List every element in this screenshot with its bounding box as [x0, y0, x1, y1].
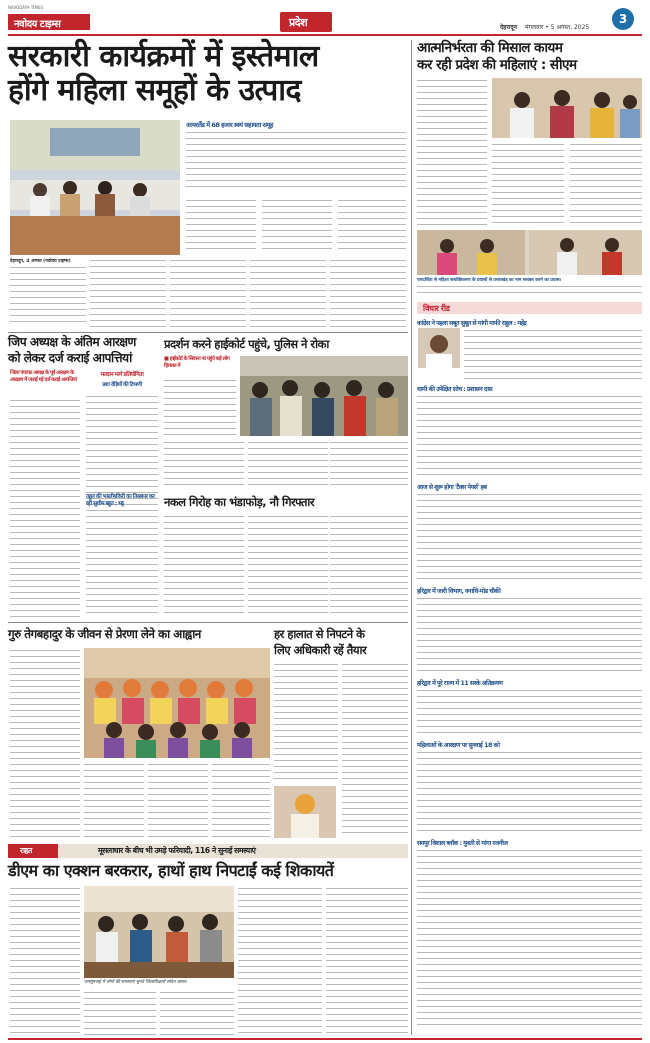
vishesh-story5-body: [417, 688, 642, 736]
guru-photo-art: [84, 648, 270, 758]
lead-col-c: [338, 198, 406, 254]
aatm-photo-bottom-art: [417, 230, 642, 275]
pradarshan-sub: ■ हाईकोर्ट के सिवाना पर पहुंचे कई लोग हिरासत में: [164, 356, 230, 369]
protest-photo: [240, 356, 408, 436]
rahat-label: राहत: [20, 846, 32, 855]
protest-photo-art: [240, 356, 408, 436]
zila-sub1: जिला पंचायत अध्यक्ष के पूर्व आरक्षण के आरक्षण में जताई गई दर्ज कराई आपत्तियां: [10, 370, 77, 383]
har-headline-line1: हर हालात से निपटने के: [274, 627, 365, 641]
meeting-photo-art: [10, 120, 180, 255]
nakal-col-2: [248, 514, 328, 618]
har-col-1: [274, 662, 338, 782]
dm-col-3: [160, 990, 234, 1036]
page-number-text: 3: [618, 12, 628, 26]
dm-col-1: [10, 886, 80, 1036]
aatm-headline-line2: कर रही प्रदेश की महिलाएं : सीएम: [417, 57, 577, 73]
aatm-col-3: [570, 142, 642, 226]
section-label: प्रदेश: [289, 16, 308, 29]
dm-col-4: [238, 886, 322, 1036]
vishesh-story1-body: [464, 328, 642, 380]
dm-photo: [84, 886, 234, 978]
zila-side-sub: प्रशा रोड़ियों की टिप्पणी: [102, 382, 142, 388]
date: मंगलवार • 5 अगस्त, 2025: [525, 24, 590, 31]
dm-photo-art: [84, 886, 234, 978]
rahat-strip: [8, 844, 408, 858]
guru-inset-photo-art: [274, 786, 336, 838]
city: देहरादून: [500, 24, 517, 31]
har-col-2: [342, 662, 408, 838]
pradarshan-col-1: [164, 378, 236, 436]
nakal-headline: नकल गिरोह का भंडाफोड़, नौ गिरफ्तार: [164, 495, 315, 509]
vishesh-story2-body: [417, 394, 642, 478]
divider-h-2: [8, 622, 408, 623]
dm-headline: डीएम का एक्शन बरकरार, हाथों हाथ निपटाईं कई शिकायतें: [8, 861, 334, 880]
guru-inset-photo: [274, 786, 336, 838]
pradarshan-col-3: [248, 440, 328, 490]
lead-col-a: [186, 198, 256, 254]
guru-photo: [84, 648, 270, 758]
aatm-caption: पारदर्शिता से महिला सशक्तिकरण के प्रयासों से उत्तराखंड का नाम सशक्त करने का प्रयास।: [417, 278, 562, 283]
masthead: [0, 0, 650, 38]
mahendra-photo: [418, 328, 460, 368]
dm-caption: जनसुनवाई में लोगों की समस्याएं सुनते जिलाधिकारी सविन बंसल।: [84, 980, 188, 985]
small-tag: NAVODAYA TIMES: [8, 5, 44, 10]
har-headline-line2: लिए अधिकारी रहें तैयार: [274, 643, 367, 657]
vishesh-story1-title: कांग्रेस ने पहला सबूत सुबूत से मांगी माफी राहुल : महेंद्र: [417, 320, 527, 327]
lead-col-4: [250, 258, 326, 328]
lead-intro-title: आयरलैंड में 68 हजार स्वयं सहायता समूह: [186, 121, 273, 129]
vishesh-label: विचार रीड: [423, 304, 450, 313]
cm-photo-top: [492, 78, 642, 138]
vishesh-story7-title: समपुर विशाल ब्लॉक : युवती से मांगा रजनीज: [417, 840, 508, 847]
har-headline: [274, 626, 410, 658]
tumbler-title: तहुल की भारतीयकिरी का तिरस्कार कर रही सुशीम बहुत : भट्ट: [86, 494, 155, 507]
cm-photo-top-art: [492, 78, 642, 138]
vishesh-story5-title: हरिद्वार में पुरे राज्य में 11 सरके अतिक्रमण: [417, 680, 503, 687]
rahat-strip-text: मूसलाधार के बीच भी उमड़े फरियादी, 116 ने सुनाई समस्याएं: [98, 846, 256, 855]
lead-col-1: [10, 265, 86, 327]
vishesh-story2-title: धामी की उपेक्षित सोच : प्रशासन दास: [417, 386, 493, 393]
vishesh-story4-title: हरिद्वार में जारी विभाग, वनाधि-मोड चौकी: [417, 588, 501, 595]
pradarshan-col-2: [164, 440, 244, 490]
divider-vertical-main: [411, 40, 412, 330]
masthead-rule: [8, 34, 642, 36]
lead-headline-line1: सरकारी कार्यक्रमों में इस्तेमाल: [8, 39, 319, 74]
vishesh-story7-body: [417, 848, 642, 1028]
vishesh-story3-body: [417, 492, 642, 582]
guru-headline: गुरु तेगबहादुर के जीवन से प्रेरणा लेने का आह्वान: [8, 627, 201, 641]
rahat-label-box: [8, 844, 58, 858]
guru-col-4: [212, 762, 270, 838]
lead-col-3: [170, 258, 246, 328]
paper-name-box: [8, 14, 90, 30]
zila-side-title: मतदान मार्ग प्रतियोगिता: [100, 372, 144, 378]
vishesh-story3-title: आज से शुरू होगा 'टैक्स पेयर्स' हब: [417, 484, 487, 491]
date-bar: [500, 12, 628, 31]
zila-headline-line1: जिप अध्यक्ष के अंतिम आरक्षण: [8, 335, 136, 349]
lead-col-b: [262, 198, 332, 254]
nakal-col-1: [164, 514, 244, 618]
vishesh-story6-title: महिलाओं के आरक्षण पर सुनवाई 18 को: [417, 742, 500, 749]
guru-col-3: [148, 762, 208, 838]
lead-col-5: [330, 258, 406, 328]
aatm-headline: [417, 40, 645, 74]
lead-dateline: देहरादून, 4 अगस्त (नवोदय टाइम्स): [10, 259, 71, 264]
lead-col-2: [90, 258, 166, 328]
aatm-col-1: [417, 78, 487, 226]
vishesh-story4-body: [417, 596, 642, 674]
pradarshan-headline: प्रदर्शन करने हाईकोर्ट पहुंचे, पुलिस ने रोका: [164, 337, 329, 351]
page-number: [612, 8, 634, 30]
pradarshan-col-4: [330, 440, 408, 490]
dm-col-2: [84, 990, 156, 1036]
aatm-col-2: [492, 142, 564, 226]
guru-col-1: [10, 648, 80, 838]
vishesh-story6-body: [417, 750, 642, 834]
guru-col-2: [84, 762, 144, 838]
dm-col-5: [326, 886, 408, 1036]
paper-name: नवोदय टाइम्स: [14, 19, 61, 30]
lead-intro: [186, 120, 406, 195]
aatm-photo-bottom: [417, 230, 642, 275]
mahendra-photo-art: [418, 328, 460, 368]
zila-col-1: [10, 398, 80, 618]
lead-headline: [8, 40, 406, 108]
meeting-photo: [10, 120, 180, 255]
section-tab: [280, 12, 332, 32]
aatm-headline-line1: आत्मनिर्भरता की मिसाल कायम: [417, 40, 563, 56]
divider-right-column: [411, 300, 412, 1035]
zila-side-box: [86, 370, 158, 388]
footer-rule: [8, 1038, 642, 1040]
aatm-caption-more: [417, 284, 642, 298]
lead-intro-body: [186, 130, 406, 192]
nakal-col-3: [330, 514, 408, 618]
lead-headline-line2: होंगे महिला समूहों के उत्पाद: [8, 73, 301, 108]
vishesh-label-box: [417, 302, 642, 314]
divider-h-1: [8, 332, 408, 333]
zila-headline-line2: को लेकर दर्ज कराई आपत्तियां: [8, 351, 132, 365]
